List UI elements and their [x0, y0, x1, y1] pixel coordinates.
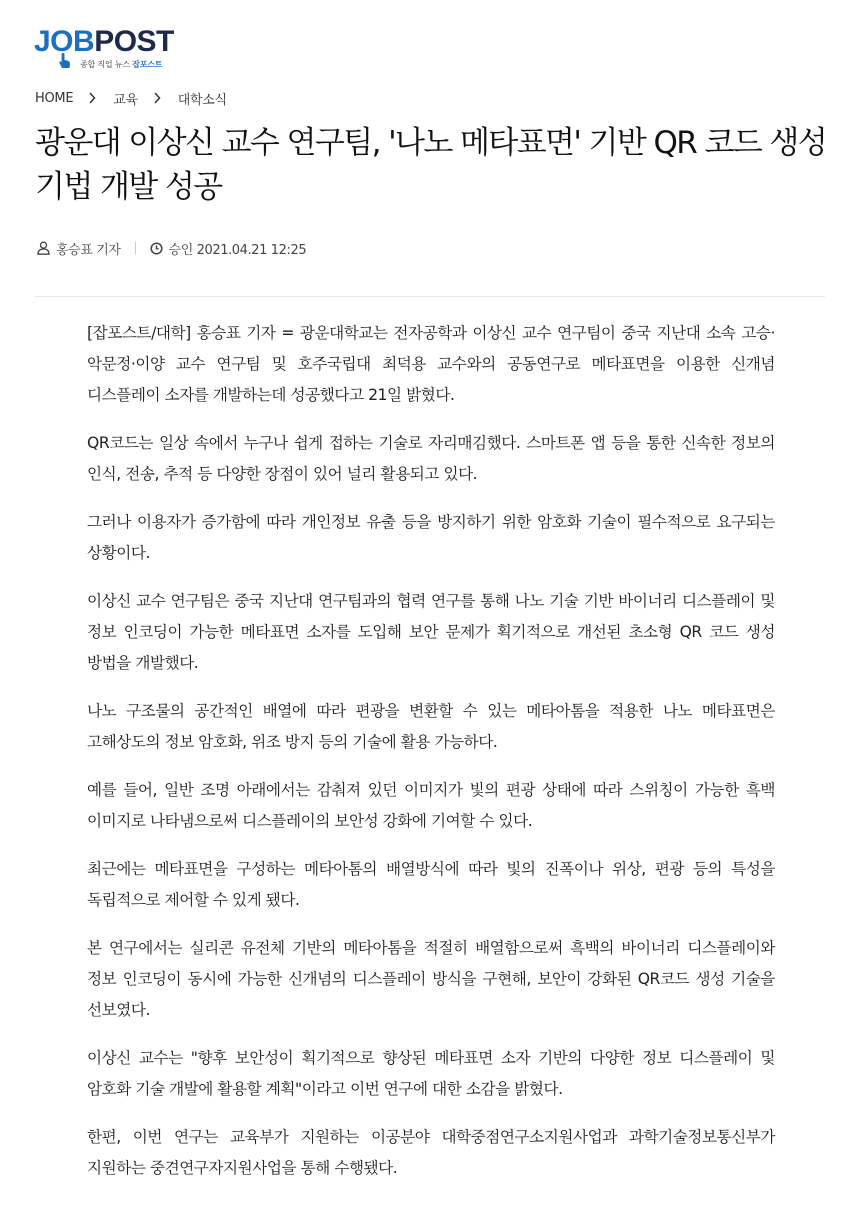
logo-post-text: POST: [94, 25, 174, 58]
article-meta: [37, 238, 306, 258]
article-paragraph: 본 연구에서는 실리콘 유전체 기반의 메타아톰을 적절히 배열함으로써 흑백의 바이너리 디스플레이와 정보 인코딩이 동시에 가능한 신개념의 디스플레이 방식을 구현해, 보안이 강화된 QR코드 생성 기술을 선보였다.: [87, 939, 775, 1019]
logo-tagline: [80, 59, 162, 70]
site-logo[interactable]: [34, 26, 184, 74]
article-paragraph: 이상신 교수 연구팀은 중국 지난대 연구팀과의 협력 연구를 통해 나노 기술 기반 바이너리 디스플레이 및 정보 인코딩이 가능한 메타표면 소자를 도입해 보안 문제가 획기적으로 개선된 초소형 QR 코드 생성 방법을 개발했다.: [87, 592, 775, 672]
article-paragraph: 한편, 이번 연구는 교육부가 지원하는 이공분야 대학중점연구소지원사업과 과학기술정보통신부가 지원하는 중견연구자지원사업을 통해 수행됐다.: [87, 1128, 775, 1177]
hand-pointer-icon: [58, 52, 72, 70]
chevron-right-icon: [152, 91, 162, 105]
article-paragraph: 최근에는 메타표면을 구성하는 메타아톰의 배열방식에 따라 빛의 진폭이나 위상, 편광 등의 특성을 독립적으로 제어할 수 있게 됐다.: [87, 860, 775, 909]
breadcrumb: [35, 89, 227, 107]
article-title: 광운대 이상신 교수 연구팀, '나노 메타표면' 기반 QR 코드 생성기법 개발 성공: [35, 125, 827, 205]
article-paragraph: [잡포스트/대학] 홍승표 기자 = 광운대학교는 전자공학과 이상신 교수 연구팀이 중국 지난대 소속 고승·악문정·이양 교수 연구팀 및 호주국립대 최덕용 교수와의 공동연구로 메타표면을 이용한 신개념 디스플레이 소자를 개발하는데 성공했다고 21일 밝혔다.: [87, 324, 775, 404]
article-published-date: 승인 2021.04.21 12:25: [168, 242, 307, 258]
article-paragraph: 이상신 교수는 "향후 보안성이 획기적으로 향상된 메타표면 소자 기반의 다양한 정보 디스플레이 및 암호화 기술 개발에 활용할 계획"이라고 이번 연구에 대한 소감을 밝혔다.: [87, 1049, 775, 1098]
breadcrumb-education[interactable]: 교육: [113, 92, 138, 108]
meta-divider: [135, 242, 136, 254]
article-paragraph: 예를 들어, 일반 조명 아래에서는 감춰져 있던 이미지가 빛의 편광 상태에 따라 스위칭이 가능한 흑백 이미지로 나타냄으로써 디스플레이의 보안성 강화에 기여할 수 있다.: [87, 781, 775, 830]
chevron-right-icon: [87, 91, 97, 105]
breadcrumb-university-news[interactable]: 대학소식: [177, 92, 227, 108]
article-author[interactable]: 홍승표 기자: [56, 242, 121, 258]
logo-tagline-text: 종합 직업 뉴스: [80, 60, 130, 69]
header-divider: [35, 296, 825, 297]
breadcrumb-home[interactable]: HOME: [35, 90, 74, 106]
user-icon: [37, 241, 50, 255]
logo-wordmark: [34, 26, 174, 58]
article-paragraph: 나노 구조물의 공간적인 배열에 따라 편광을 변환할 수 있는 메타아톰을 적용한 나노 메타표면은 고해상도의 정보 암호화, 위조 방지 등의 기술에 활용 가능하다.: [87, 702, 775, 751]
logo-job-text: JOB: [34, 25, 95, 58]
article-body: [87, 318, 775, 1201]
logo-tagline-brand: 잡포스트: [132, 60, 163, 69]
article-paragraph: 그러나 이용자가 증가함에 따라 개인정보 유출 등을 방지하기 위한 암호화 기술이 필수적으로 요구되는 상황이다.: [87, 513, 775, 562]
clock-icon: [150, 242, 163, 255]
article-paragraph: QR코드는 일상 속에서 누구나 쉽게 접하는 기술로 자리매김했다. 스마트폰 앱 등을 통한 신속한 정보의 인식, 전송, 추적 등 다양한 장점이 있어 널리 활용되고 있다.: [87, 434, 775, 483]
